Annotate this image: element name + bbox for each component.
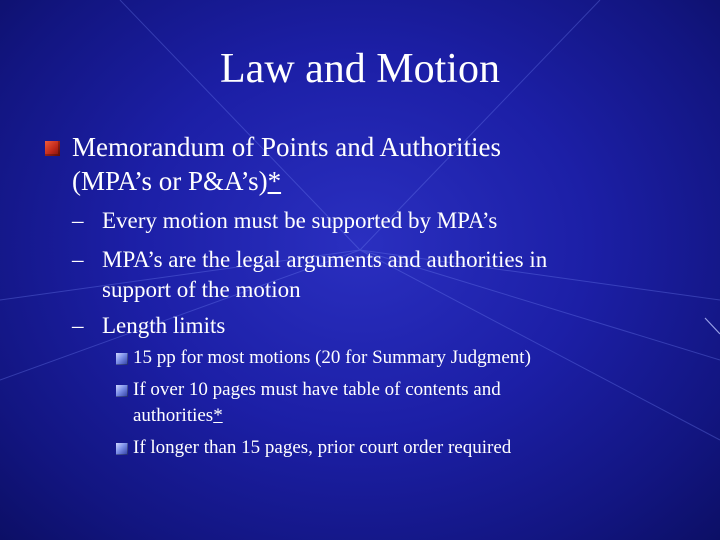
sub-sub-bullet-text: If longer than 15 pages, prior court order required [133,437,512,458]
sub-bullet-text: MPA’s are the legal arguments and authorities in [102,247,548,272]
footnote-marker-link[interactable]: * [213,405,223,426]
sub-sub-bullet-text: If over 10 pages must have table of contents and [133,379,501,400]
dash-marker: – [72,247,84,272]
main-bullet-line2 [72,165,692,197]
main-bullet-line1: Memorandum of Points and Authorities [72,132,501,162]
sub-sub-bullet-text: 15 pp for most motions (20 for Summary Judgment) [133,347,531,368]
blue-square-bullet-icon [116,443,128,455]
dash-marker: – [72,208,84,233]
footnote-marker-link[interactable]: * [267,166,282,196]
dash-marker: – [72,313,84,338]
slide-title: Law and Motion [220,46,500,92]
sub-bullet-text: Every motion must be supported by MPA’s [102,208,498,233]
sub-sub-bullet-line2 [133,403,653,428]
sub-sub-bullet-text-line2: authorities [133,405,214,426]
red-square-bullet-icon [45,141,60,156]
sub-bullet-text: Length limits [102,313,226,338]
blue-square-bullet-icon [116,385,128,397]
main-bullet-line2-text: (MPA’s or P&A’s) [72,166,268,196]
blue-square-bullet-icon [116,353,128,365]
sub-bullet-text-line2: support of the motion [102,277,301,302]
